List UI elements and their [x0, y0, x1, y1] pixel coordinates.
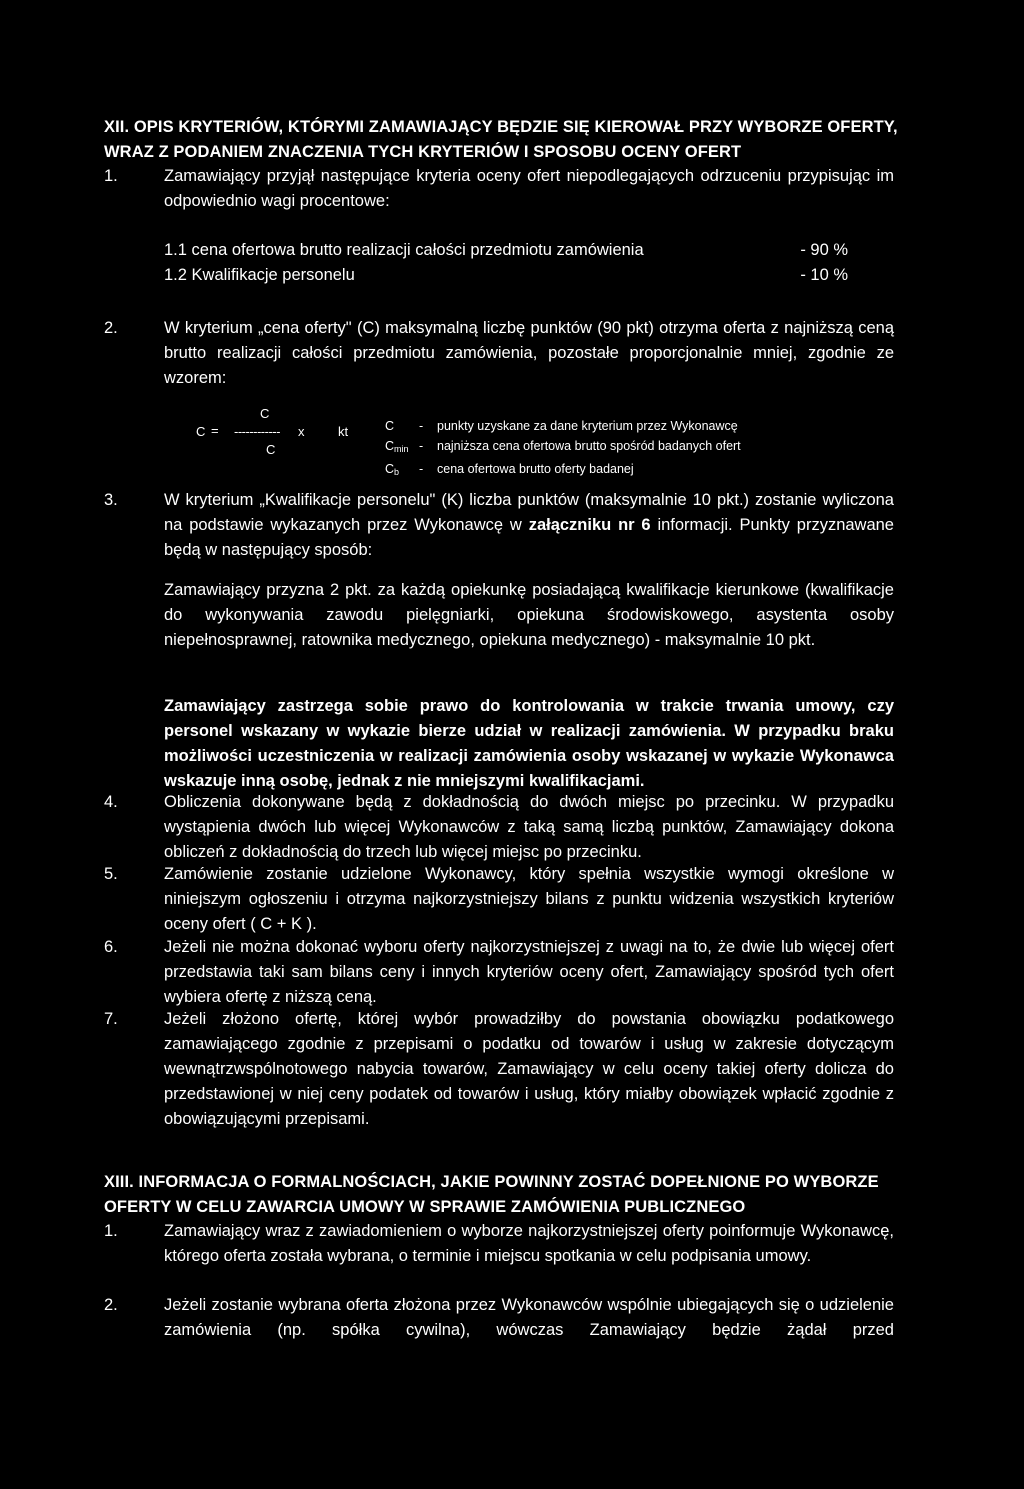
weight-row — [164, 263, 848, 288]
legend-text: najniższa cena ofertowa brutto spośród badanych ofert — [437, 439, 741, 453]
formula-lhs: C — [196, 424, 206, 439]
section-13-heading — [104, 1170, 924, 1220]
item-3-text: W kryterium „Kwalifikacje personelu" (K) liczba punktów (maksymalnie 10 pkt.) zostanie wyliczona na podstawie wykazanych przez Wykonawcę w załączniku nr 6 informacji. Punkty przyznawane będą w następujący sposób: — [164, 491, 894, 559]
section-13-item-2-text: Jeżeli zostanie wybrana oferta złożona przez Wykonawców wspólnie ubiegających się o udzielenie zamówienia (np. spółka cywilna), wówczas Zamawiający będzie żądał przed — [164, 1296, 894, 1339]
legend-row — [385, 461, 825, 480]
formula-equals: = — [211, 423, 219, 438]
item-6-number: 6. — [104, 938, 118, 956]
criteria-weights — [164, 238, 848, 288]
item-5-number: 5. — [104, 865, 118, 883]
formula-numerator: C — [260, 406, 270, 421]
formula-legend — [385, 418, 825, 480]
section-12-heading-line2: WRAZ Z PODANIEM ZNACZENIA TYCH KRYTERIÓW I SPOSOBU OCENY OFERT — [104, 143, 742, 161]
item-7-number: 7. — [104, 1010, 118, 1028]
legend-dash: - — [419, 462, 424, 476]
legend-text: cena ofertowa brutto oferty badanej — [437, 462, 634, 476]
item-6-text: Jeżeli nie można dokonać wyboru oferty najkorzystniejszej z uwagi na to, że dwie lub więcej ofert przedstawia taki sam bilans ceny i innych kryteriów oceny ofert, Zamawiający spośród tych ofert wybiera ofertę z niższą ceną. — [164, 938, 894, 1006]
section-13-item-2-number: 2. — [104, 1296, 118, 1314]
section-13-item-1-text: Zamawiający wraz z zawiadomieniem o wyborze najkorzystniejszej oferty poinformuje Wykonawcę, którego oferta została wybrana, o terminie i miejscu spotkania w celu podpisania umowy. — [164, 1222, 894, 1265]
item-3-points-rule: Zamawiający przyzna 2 pkt. za każdą opiekunkę posiadającą kwalifikacje kierunkowe (kwalifikacje do wykonywania zawodu pielęgniarki, opiekuna środowiskowego, asystenta osoby niepełnosprawnej, ratownika medycznego, opiekuna medycznego) - maksymalnie 10 pkt. — [164, 581, 894, 649]
legend-row — [385, 438, 825, 457]
legend-text: punkty uzyskane za dane kryterium przez Wykonawcę — [437, 419, 738, 433]
legend-symbol: C — [385, 419, 395, 433]
item-2-number: 2. — [104, 319, 118, 337]
section-13-heading-line2: OFERTY W CELU ZAWARCIA UMOWY W SPRAWIE ZAMÓWIENIA PUBLICZNEGO — [104, 1198, 746, 1216]
weight-value: - 10 % — [800, 266, 848, 284]
legend-dash: - — [419, 419, 424, 433]
item-2-text: W kryterium „cena oferty" (C) maksymalną liczbę punktów (90 pkt) otrzyma oferta z najniższą ceną brutto realizacji całości przedmiotu zamówienia, pozostałe proporcjonalnie mniej, zgodnie ze wzorem: — [164, 319, 894, 387]
item-3-reservation: Zamawiający zastrzega sobie prawo do kontrolowania w trakcie trwania umowy, czy personel wskazany w wykazie bierze udział w realizacji zamówienia. W przypadku braku możliwości uczestniczenia w realizacji zamówienia osoby wskazanej w wykazie Wykonawca wskazuje inną osobę, jednak z nie mniejszymi kwalifikacjami. — [164, 697, 894, 790]
weight-label: 1.1 cena ofertowa brutto realizacji całości przedmiotu zamówienia — [164, 241, 644, 259]
section-12-heading — [104, 115, 924, 165]
item-1-text: Zamawiający przyjął następujące kryteria oceny ofert niepodlegających odrzuceniu przypisując im odpowiednio wagi procentowe: — [164, 167, 894, 210]
item-3-number: 3. — [104, 491, 118, 509]
section-13-item-1-number: 1. — [104, 1222, 118, 1240]
legend-dash: - — [419, 439, 424, 453]
formula-fraction-bar: ------------ — [234, 424, 280, 439]
item-4-number: 4. — [104, 793, 118, 811]
legend-symbol: $C_b$ — [385, 462, 400, 477]
item-5-text: Zamówienie zostanie udzielone Wykonawcy, który spełnia wszystkie wymogi określone w niniejszym ogłoszeniu i otrzyma najkorzystniejszy bilans z punktu widzenia wszystkich kryteriów oceny ofert ( C + K ). — [164, 865, 894, 933]
weight-label: 1.2 Kwalifikacje personelu — [164, 266, 355, 284]
formula-factor: kt — [338, 424, 349, 439]
item-4-text: Obliczenia dokonywane będą z dokładnością do dwóch miejsc po przecinku. W przypadku wystąpienia dwóch lub więcej Wykonawców z taką samą liczbą punktów, Zamawiający dokona obliczeń z dokładnością do trzech lub więcej miejsc po przecinku. — [164, 793, 894, 861]
legend-symbol: $C_{min}$ — [385, 439, 409, 454]
formula-denominator: C — [266, 442, 276, 457]
section-13-heading-line1: XIII. INFORMACJA O FORMALNOŚCIACH, JAKIE POWINNY ZOSTAĆ DOPEŁNIONE PO WYBORZE — [104, 1173, 879, 1191]
formula-times: x — [298, 424, 305, 439]
weight-row — [164, 238, 848, 263]
price-formula — [196, 406, 366, 466]
legend-row — [385, 418, 825, 434]
item-7-text: Jeżeli złożono ofertę, której wybór prowadziłby do powstania obowiązku podatkowego zamawiającego zgodnie z przepisami o podatku od towarów i usług w zakresie dotyczącym wewnątrzwspólnotowego nabycia towarów, Zamawiający w celu oceny takiej oferty dolicza do przedstawionej w niej ceny podatek od towarów i usług, który miałby obowiązek wpłacić zgodnie z obowiązującymi przepisami. — [164, 1010, 894, 1128]
item-1-number: 1. — [104, 167, 118, 185]
section-12-heading-line1: XII. OPIS KRYTERIÓW, KTÓRYMI ZAMAWIAJĄCY BĘDZIE SIĘ KIEROWAŁ PRZY WYBORZE OFERTY, — [104, 118, 898, 136]
weight-value: - 90 % — [800, 241, 848, 259]
